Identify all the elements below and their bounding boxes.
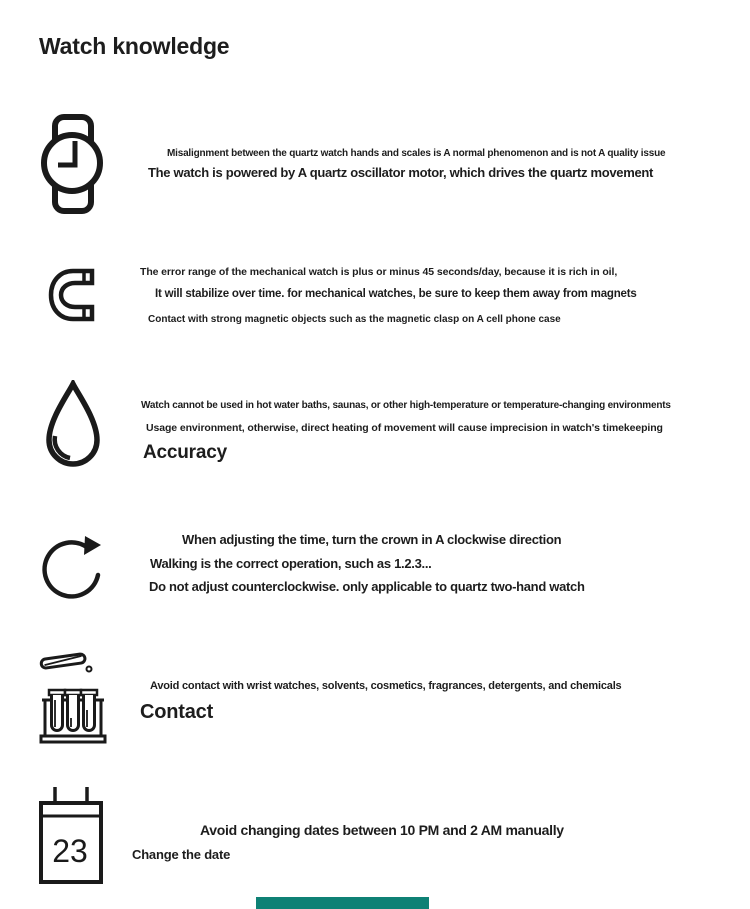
section-heading: Accuracy (143, 442, 227, 463)
bottom-teal-bar (256, 897, 429, 909)
section-heading: Contact (140, 701, 214, 723)
chemicals-icon (39, 648, 107, 744)
section-heading: Change the date (132, 847, 231, 862)
watch-icon (41, 114, 105, 214)
note-line: Avoid contact with wrist watches, solvents, cosmetics, fragrances, detergents, and chemicals (150, 680, 622, 692)
clockwise-arrow-icon (41, 528, 107, 608)
note-line: Avoid changing dates between 10 PM and 2 AM manually (200, 822, 564, 838)
magnet-icon (46, 266, 106, 324)
note-line: Misalignment between the quartz watch hands and scales is A normal phenomenon and is not A quality issue (167, 148, 666, 159)
note-line: Watch cannot be used in hot water baths, saunas, or other high-temperature or temperature-changing environments (141, 400, 671, 411)
water-drop-icon (41, 380, 105, 476)
note-line: The error range of the mechanical watch is plus or minus 45 seconds/day, because it is rich in oil, (140, 266, 618, 278)
note-line: Usage environment, otherwise, direct heating of movement will cause imprecision in watch's timekeeping (146, 422, 663, 434)
note-line: It will stabilize over time. for mechanical watches, be sure to keep them away from magnets (155, 288, 637, 300)
note-line: When adjusting the time, turn the crown in A clockwise direction (182, 532, 562, 547)
note-line: Contact with strong magnetic objects such as the magnetic clasp on A cell phone case (148, 314, 561, 325)
note-line: The watch is powered by A quartz oscillator motor, which drives the quartz movement (148, 165, 654, 180)
note-line: Walking is the correct operation, such as 1.2.3... (150, 556, 432, 571)
note-line: Do not adjust counterclockwise. only applicable to quartz two-hand watch (149, 579, 585, 594)
calendar-day-number: 23 (52, 833, 88, 869)
calendar-icon (39, 786, 103, 884)
page-title: Watch knowledge (39, 33, 230, 59)
